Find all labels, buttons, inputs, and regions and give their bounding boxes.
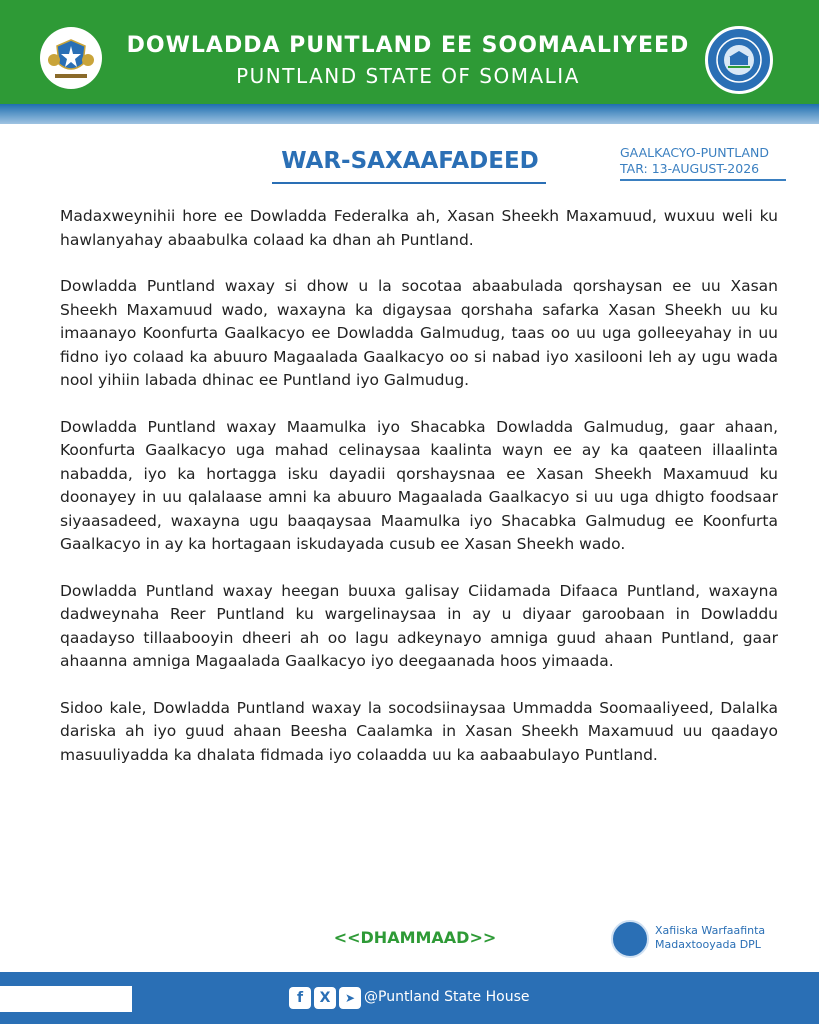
- paragraph-4: Dowladda Puntland waxay heegan buuxa galisay Ciidamada Difaaca Puntland, waxayna dadweynaha Reer Puntland ku wargelinaysaa in ay u diyaar garoobaan in Dowladdu qaadayso tillaabooyin dheeri ah oo lagu adkeynayo amniga guud ahaan Puntland, gaar ahaanna amniga Magaalada Gaalkacyo iyo deegaanada hoos yimaada.: [60, 581, 778, 670]
- dateline-date: TAR: 13-AUGUST-2026: [620, 161, 760, 176]
- press-body: [60, 205, 778, 790]
- dateline-underline: [620, 179, 786, 181]
- dateline: [620, 145, 810, 177]
- facebook-icon[interactable]: f: [289, 987, 311, 1009]
- office-signature: [655, 924, 805, 952]
- footer-handle[interactable]: @Puntland State House: [364, 989, 530, 1005]
- press-release-title: WAR-SAXAAFADEED: [281, 148, 539, 174]
- end-mark: <<DHAMMAAD>>: [333, 928, 497, 947]
- paragraph-1: Madaxweynihii hore ee Dowladda Federalka ah, Xasan Sheekh Maxamuud, wuxuu weli ku hawlanyahay abaabulka colaad ka dhan ah Puntland.: [60, 207, 778, 249]
- paragraph-5: Sidoo kale, Dowladda Puntland waxay la socodsiinaysaa Ummadda Soomaaliyeed, Dalalka dariska ah iyo guud ahaan Beesha Caalamka in Xasan Sheekh Maxamuud uu qaadayo masuuliyadda ka dhalata fidmada iyo colaadda uu ka aabaabulayo Puntland.: [60, 698, 778, 764]
- title-english: PUNTLAND STATE OF SOMALIA: [236, 64, 580, 88]
- telegram-icon[interactable]: ➤: [339, 987, 361, 1009]
- coat-of-arms-icon: [40, 27, 102, 89]
- office-seal-icon: [611, 920, 649, 958]
- puntland-state-house-seal-icon: [705, 26, 773, 94]
- header-strip: [0, 104, 819, 124]
- title-underline: [272, 182, 546, 184]
- office-line-2: Madaxtooyada DPL: [655, 938, 761, 951]
- paragraph-2: Dowladda Puntland waxay si dhow u la socotaa abaabulada qorshaysan ee uu Xasan Sheekh Maxamuud wado, waxayna ka digaysaa qorshaha safarka Xasan Sheekh uu ku imaanayo Koonfurta Gaalkacyo ee Dowladda Galmudug, taas oo uu uga golleeyahay in uu fidno iyo colaad ka abuuro Magaalada Gaalkacyo oo si nabad iyo xasilooni leh ay ugu wada nool yihiin labada dhinac ee Puntland iyo Galmudug.: [60, 277, 778, 389]
- footer-white-box: [0, 986, 132, 1012]
- x-icon[interactable]: X: [314, 987, 336, 1009]
- dateline-location: GAALKACYO-PUNTLAND: [620, 145, 770, 160]
- title-somali: DOWLADDA PUNTLAND EE SOOMAALIYEED: [126, 33, 690, 58]
- paragraph-3: Dowladda Puntland waxay Maamulka iyo Shacabka Dowladda Galmudug, gaar ahaan, Koonfurta Gaalkacyo uga mahad celinaysaa kaalinta wayn ee ay ka qaateen illaalinta nabadda, iyo ka hortagga isku dayadii qorshaysnaa ee Xasan Sheekh Maxamuud ku doonayey in uu qalalaase amni ka abuuro Magaalada Gaalkacyo si uu uga dhigto foodsaar siyaasadeed, waxayna ugu baaqaysaa Maamulka iyo Shacabka Galmudug ee Koonfurta Gaalkacyo in ay ka hortagaan iskudayada cusub ee Xasan Sheekh wado.: [60, 417, 778, 553]
- office-line-1: Xafiiska Warfaafinta: [655, 924, 766, 937]
